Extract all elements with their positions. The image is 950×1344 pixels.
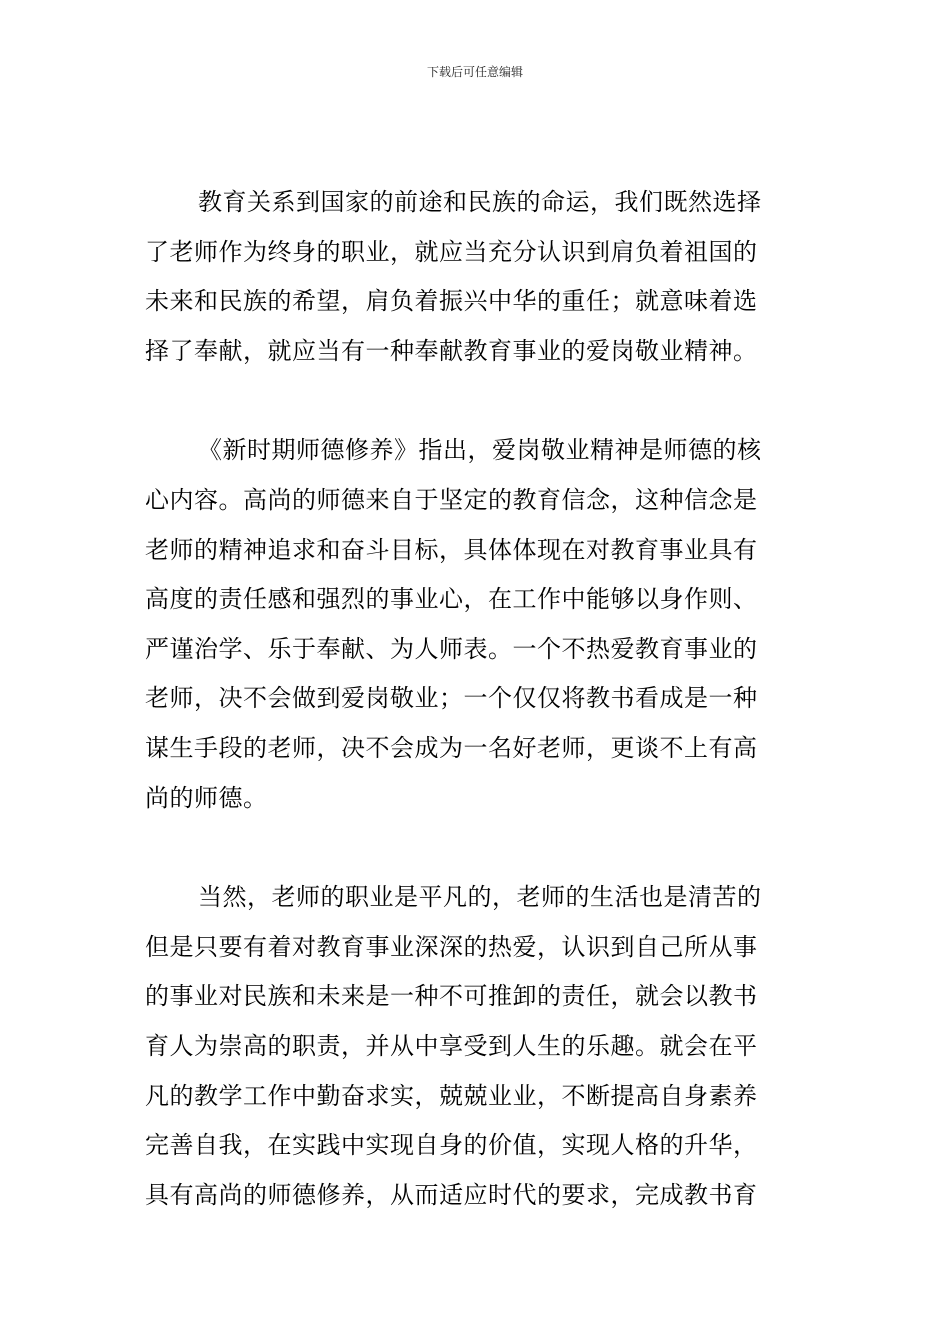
paragraph-line: 的事业对民族和未来是一种不可推卸的责任，就会以教书 bbox=[145, 982, 758, 1011]
paragraph-line: 了老师作为终身的职业，就应当充分认识到肩负着祖国的 bbox=[145, 237, 758, 266]
paragraph-line: 尚的师德。 bbox=[145, 783, 268, 812]
paragraph-line: 择了奉献，就应当有一种奉献教育事业的爱岗敬业精神。 bbox=[145, 336, 758, 365]
paragraph-line: 高度的责任感和强烈的事业心，在工作中能够以身作则、 bbox=[145, 585, 758, 614]
paragraph-line: 未来和民族的希望，肩负着振兴中华的重任；就意味着选 bbox=[145, 287, 758, 316]
paragraph-line: 老师，决不会做到爱岗敬业；一个仅仅将教书看成是一种 bbox=[145, 684, 758, 713]
paragraph-line: 但是只要有着对教育事业深深的热爱，认识到自己所从事 bbox=[145, 932, 758, 961]
page-header: 下载后可任意编辑 bbox=[426, 65, 523, 79]
paragraph-line: 严谨治学、乐于奉献、为人师表。一个不热爱教育事业的 bbox=[145, 634, 758, 663]
paragraph-3 bbox=[145, 873, 815, 1220]
paragraph-line: 具有高尚的师德修养，从而适应时代的要求，完成教书育 bbox=[145, 1180, 758, 1209]
paragraph-line: 凡的教学工作中勤奋求实，兢兢业业，不断提高自身素养 bbox=[145, 1081, 758, 1110]
paragraph-line: 《新时期师德修养》指出，爱岗敬业精神是师德的核 bbox=[198, 436, 762, 465]
paragraph-line: 教育关系到国家的前途和民族的命运，我们既然选择 bbox=[198, 188, 762, 216]
paragraph-line: 老师的精神追求和奋斗目标，具体体现在对教育事业具有 bbox=[145, 535, 758, 564]
paragraph-2 bbox=[145, 426, 815, 823]
paragraph-spacer bbox=[145, 823, 815, 873]
paragraph-line: 当然，老师的职业是平凡的，老师的生活也是清苦的 bbox=[198, 883, 762, 912]
paragraph-line: 完善自我，在实践中实现自身的价值，实现人格的升华， bbox=[145, 1131, 758, 1160]
paragraph-spacer bbox=[145, 376, 815, 426]
document-body bbox=[145, 178, 815, 1220]
paragraph-1 bbox=[145, 178, 815, 376]
paragraph-line: 心内容。高尚的师德来自于坚定的教育信念，这种信念是 bbox=[145, 485, 758, 514]
paragraph-line: 谋生手段的老师，决不会成为一名好老师，更谈不上有高 bbox=[145, 733, 758, 762]
paragraph-line: 育人为崇高的职责，并从中享受到人生的乐趣。就会在平 bbox=[145, 1031, 758, 1060]
